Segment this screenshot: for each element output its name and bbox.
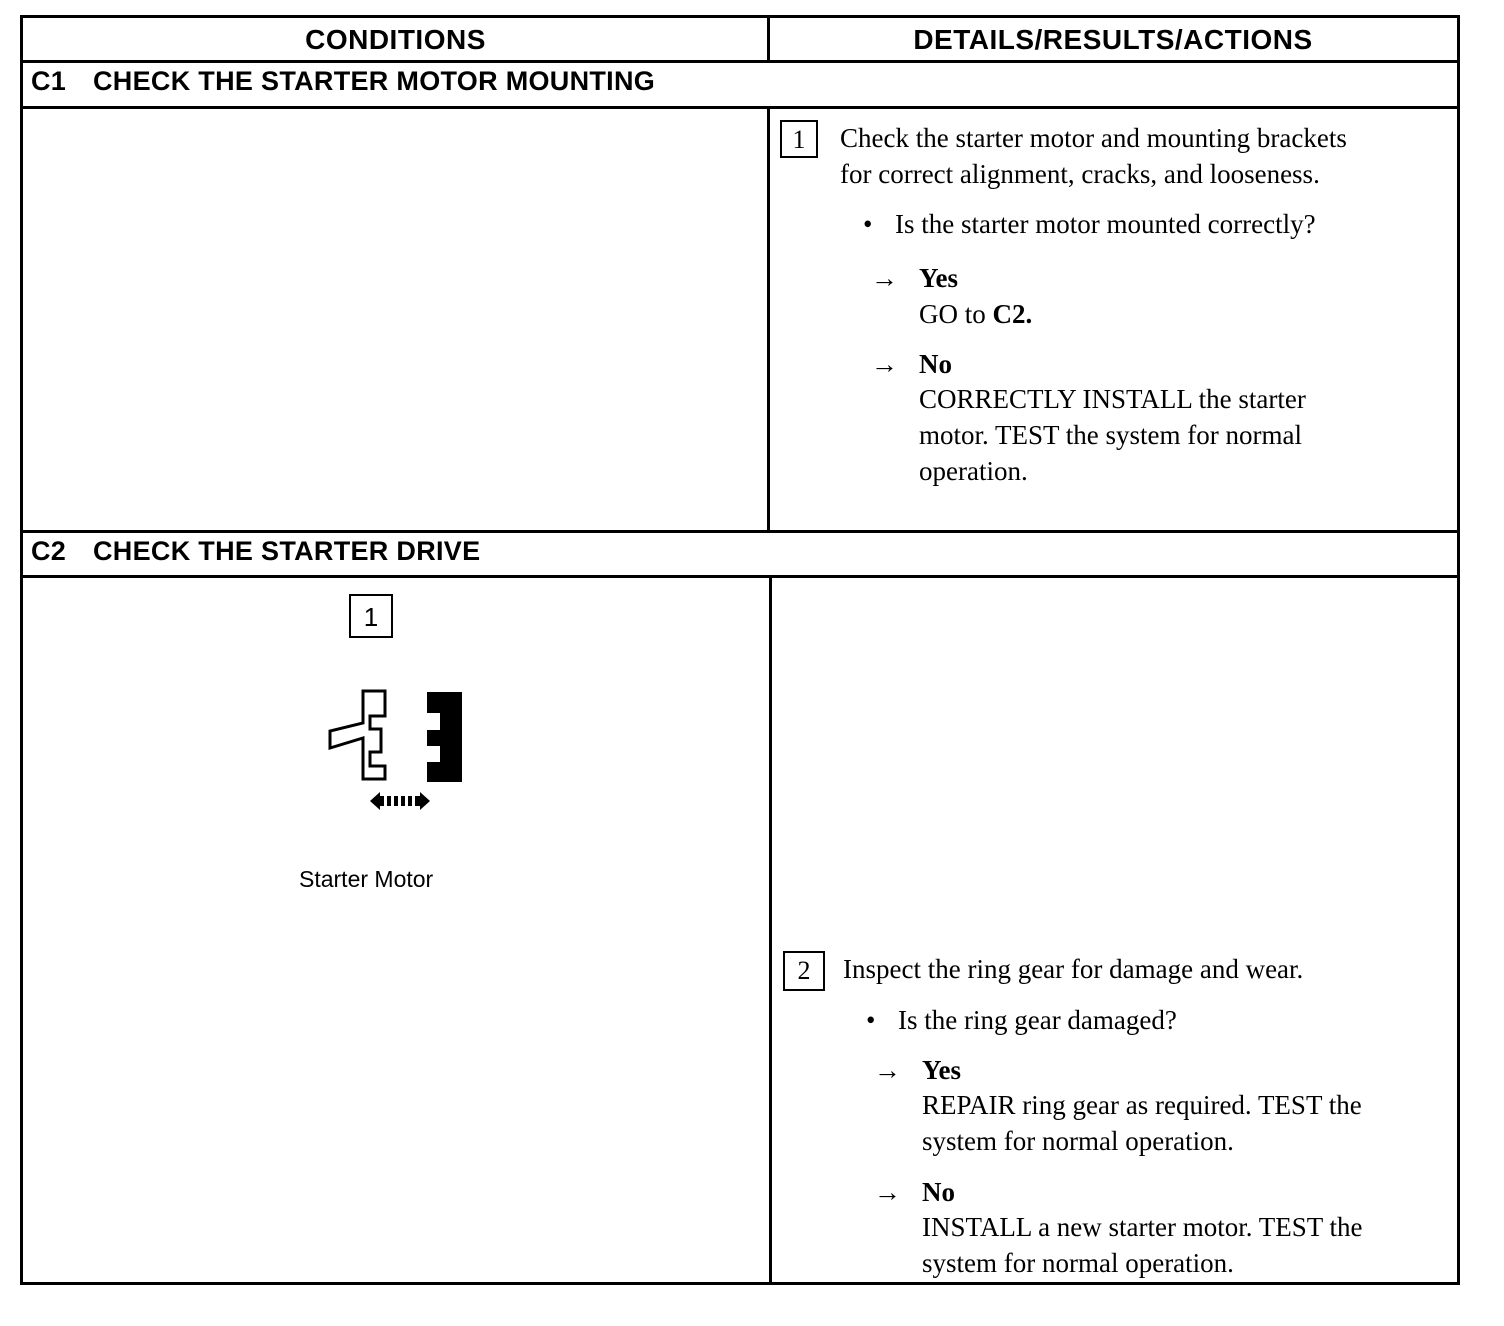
c2-no-arrow-icon: → [874, 1177, 901, 1207]
c2-title: CHECK THE STARTER DRIVE [93, 536, 481, 566]
starter-drive-gear-icon [323, 686, 468, 818]
c2-no-action-line2: system for normal operation. [922, 1248, 1234, 1278]
c2-yes-label: Yes [922, 1055, 961, 1085]
c2-code: C2 [31, 536, 67, 566]
c1-section-end-divider [23, 530, 1457, 533]
c2-yes-action [922, 1087, 1452, 1159]
c2-yes-action-line1: REPAIR ring gear as required. TEST the [922, 1090, 1362, 1120]
c1-no-arrow-icon: → [871, 349, 898, 379]
c2-no-action-line1: INSTALL a new starter motor. TEST the [922, 1212, 1363, 1242]
c1-no-action-line1: CORRECTLY INSTALL the starter [919, 384, 1306, 414]
c2-question: • Is the ring gear damaged? [866, 1002, 1177, 1038]
c1-no-label: No [919, 349, 952, 379]
c2-figure-number-box: 1 [349, 594, 393, 638]
c1-section-title [31, 66, 655, 97]
c1-no-branch [871, 346, 952, 382]
c1-step-text [840, 120, 1450, 192]
c1-no-action-line3: operation. [919, 456, 1028, 486]
c2-figure-caption: Starter Motor [299, 866, 434, 892]
c1-no-action [919, 381, 1439, 489]
details-column-header: DETAILS/RESULTS/ACTIONS [913, 24, 1313, 55]
c2-no-action [922, 1209, 1452, 1281]
diagnostic-table [20, 15, 1460, 1285]
c1-code: C1 [31, 66, 67, 96]
c1-yes-action [919, 296, 1032, 332]
c2-column-divider [769, 575, 772, 1285]
c2-yes-branch [874, 1052, 961, 1088]
conditions-column-header: CONDITIONS [305, 24, 486, 55]
c1-step-text-line1: Check the starter motor and mounting brackets [840, 123, 1347, 153]
c1-yes-action-ref: C2. [992, 299, 1033, 329]
c2-yes-arrow-icon: → [874, 1055, 901, 1085]
c2-step-text: Inspect the ring gear for damage and wear. [843, 954, 1304, 984]
c1-yes-label: Yes [919, 263, 958, 293]
c1-title: CHECK THE STARTER MOTOR MOUNTING [93, 66, 656, 96]
c2-section-title [31, 536, 480, 567]
c1-step-number-box: 1 [780, 120, 818, 158]
c1-column-divider [767, 106, 770, 530]
c2-yes-action-line2: system for normal operation. [922, 1126, 1234, 1156]
header-divider [23, 60, 1457, 63]
c1-title-divider [23, 106, 1457, 109]
c2-title-divider [23, 575, 1457, 578]
c2-no-branch [874, 1174, 955, 1210]
c1-no-action-line2: motor. TEST the system for normal [919, 420, 1302, 450]
c1-step-text-line2: for correct alignment, cracks, and looseness. [840, 159, 1320, 189]
c1-yes-branch [871, 260, 958, 296]
header-column-divider [767, 18, 770, 60]
c1-yes-arrow-icon: → [871, 263, 898, 293]
c1-question: • Is the starter motor mounted correctly? [863, 206, 1316, 242]
c2-no-label: No [922, 1177, 955, 1207]
c2-step-number-box: 2 [783, 951, 825, 991]
c1-yes-action-prefix: GO to [919, 299, 986, 329]
